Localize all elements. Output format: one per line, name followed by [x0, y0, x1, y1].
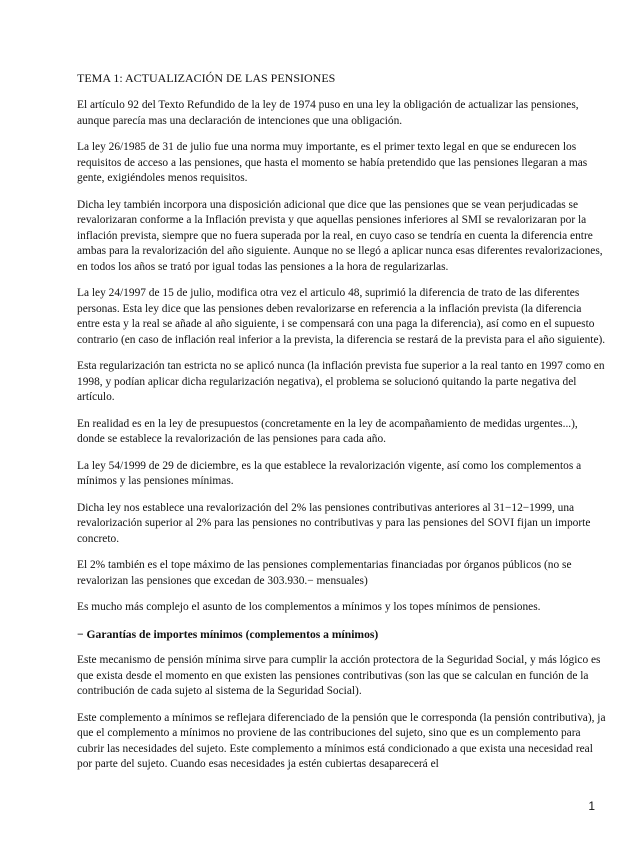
- paragraph: El 2% también es el tope máximo de las pensiones complementarias financiadas por órganos públicos (no se revalorizan las pensiones que excedan de 303.930.− mensuales): [77, 559, 572, 587]
- section-paragraph: Este complemento a mínimos se reflejara diferenciado de la pensión que le corresponda (la pensión contributiva), ja que el complemento a mínimos no proviene de las contribuciones del sujeto, sino que es un complemento para cubrir las necesidades del sujeto. Este complemento a mínimos está condicionado a que exista una necesidad real por parte del sujeto. Cuando esas necesidades ja estén cubiertas desaparecerá el: [77, 711, 606, 770]
- document-title: TEMA 1: ACTUALIZACIÓN DE LAS PENSIONES: [77, 71, 336, 85]
- section-heading: − Garantías de importes mínimos (complementos a mínimos): [77, 627, 379, 641]
- paragraph: Esta regularización tan estricta no se aplicó nunca (la inflación prevista fue superior a la real tanto en 1997 como en 1998, y podían aplicar dicha regularización negativa), el problema se solucionó quitando la parte negativa del artículo.: [77, 360, 605, 403]
- paragraph: En realidad es en la ley de presupuestos (concretamente en la ley de acompañamiento de medidas urgentes...), donde se establece la revalorización de las pensiones para cada año.: [77, 417, 578, 445]
- paragraph: Dicha ley también incorpora una disposición adicional que dice que las pensiones que se vean perjudicadas se revalorizaran conforme a la Inflación prevista y que aquellas pensiones inferiores al SMI se revalorizaran por la inflación prevista, siempre que no fuera superada por la real, en cuyo caso se tendría en cuenta la diferencia entre ambas para la revalorización del año siguiente. Aunque no se llegó a aplicar nunca esas diferentes revalorizaciones, en todos los años se trató por igual todas las pensiones a la hora de regularizarlas.: [77, 198, 603, 273]
- paragraph: La ley 24/1997 de 15 de julio, modifica otra vez el articulo 48, suprimió la diferencia de trato de las diferentes personas. Esta ley dice que las pensiones deben revalorizarse en referencia a la inflación prevista (la diferencia entre esta y la real se añade al año siguiente, i se compensará con una paga la diferencia), así como en el supuesto contrario (en caso de inflación real inferior a la prevista, la diferencia se restará de la prevista para el año siguiente).: [77, 287, 606, 346]
- paragraph: La ley 54/1999 de 29 de diciembre, es la que establece la revalorización vigente, así como los complementos a mínimos y las pensiones mínimas.: [77, 459, 582, 487]
- paragraph: Es mucho más complejo el asunto de los complementos a mínimos y los topes mínimos de pensiones.: [77, 601, 541, 613]
- paragraph: La ley 26/1985 de 31 de julio fue una norma muy importante, es el primer texto legal en que se endurecen los requisitos de acceso a las pensiones, que hasta el momento se había pretendido que las pensiones llegaran a mas gente, exigiéndoles menos requisitos.: [77, 141, 588, 184]
- page-number: 1: [588, 799, 595, 813]
- document-page: [77, 70, 607, 784]
- section-paragraph: Este mecanismo de pensión mínima sirve para cumplir la acción protectora de la Seguridad Social, y más lógico es que exista desde el momento en que existen las pensiones contributivas (son las que se calculan en función de la contribución de cada sujeto al sistema de la Seguridad Social).: [77, 654, 601, 697]
- paragraph: Dicha ley nos establece una revalorización del 2% las pensiones contributivas anteriores al 31−12−1999, una revalorización superior al 2% para las pensiones no contributivas y para las pensiones del SOVI fijan un importe concreto.: [77, 501, 591, 545]
- paragraph: El artículo 92 del Texto Refundido de la ley de 1974 puso en una ley la obligación de actualizar las pensiones, aunque parecía mas una declaración de intenciones que una obligación.: [77, 99, 579, 127]
